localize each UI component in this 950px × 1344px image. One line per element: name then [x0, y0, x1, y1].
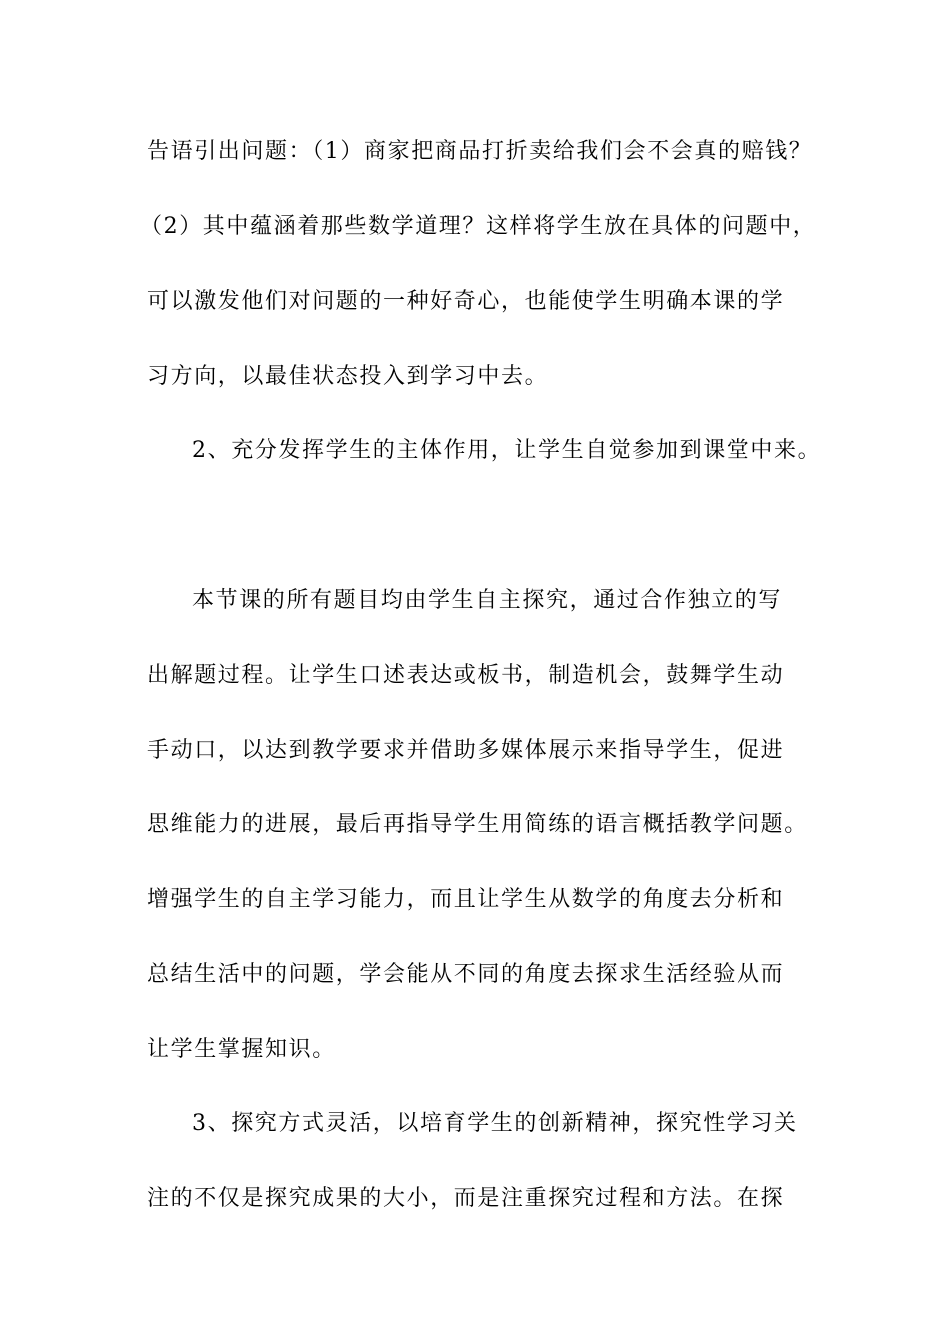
text-line: 总结生活中的问题，学会能从不同的角度去探求生活经验从而 [147, 962, 785, 987]
text-line: 告语引出问题：（1）商家把商品打折卖给我们会不会真的赔钱？ [147, 139, 813, 164]
text-line: 手动口，以达到教学要求并借助多媒体展示来指导学生，促进 [147, 738, 785, 763]
text-line: （2）其中蕴涵着那些数学道理？这样将学生放在具体的问题中， [140, 214, 817, 239]
text-line: 习方向，以最佳状态投入到学习中去。 [147, 364, 549, 389]
text-line: 增强学生的自主学习能力，而且让学生从数学的角度去分析和 [147, 887, 785, 912]
text-line: 可以激发他们对问题的一种好奇心，也能使学生明确本课的学 [147, 289, 785, 314]
text-line: 注的不仅是探究成果的大小，而是注重探究过程和方法。在探 [147, 1186, 785, 1211]
text-line: 让学生掌握知识。 [147, 1037, 336, 1062]
text-line: 思维能力的进展，最后再指导学生用简练的语言概括教学问题。 [147, 812, 808, 837]
text-line: 2、充分发挥学生的主体作用，让学生自觉参加到课堂中来。 [192, 438, 822, 463]
text-line: 3、探究方式灵活，以培育学生的创新精神，探究性学习关 [192, 1111, 798, 1136]
text-line: 本节课的所有题目均由学生自主探究，通过合作独立的写 [192, 588, 783, 613]
text-line: 出解题过程。让学生口述表达或板书，制造机会，鼓舞学生动 [147, 663, 785, 688]
